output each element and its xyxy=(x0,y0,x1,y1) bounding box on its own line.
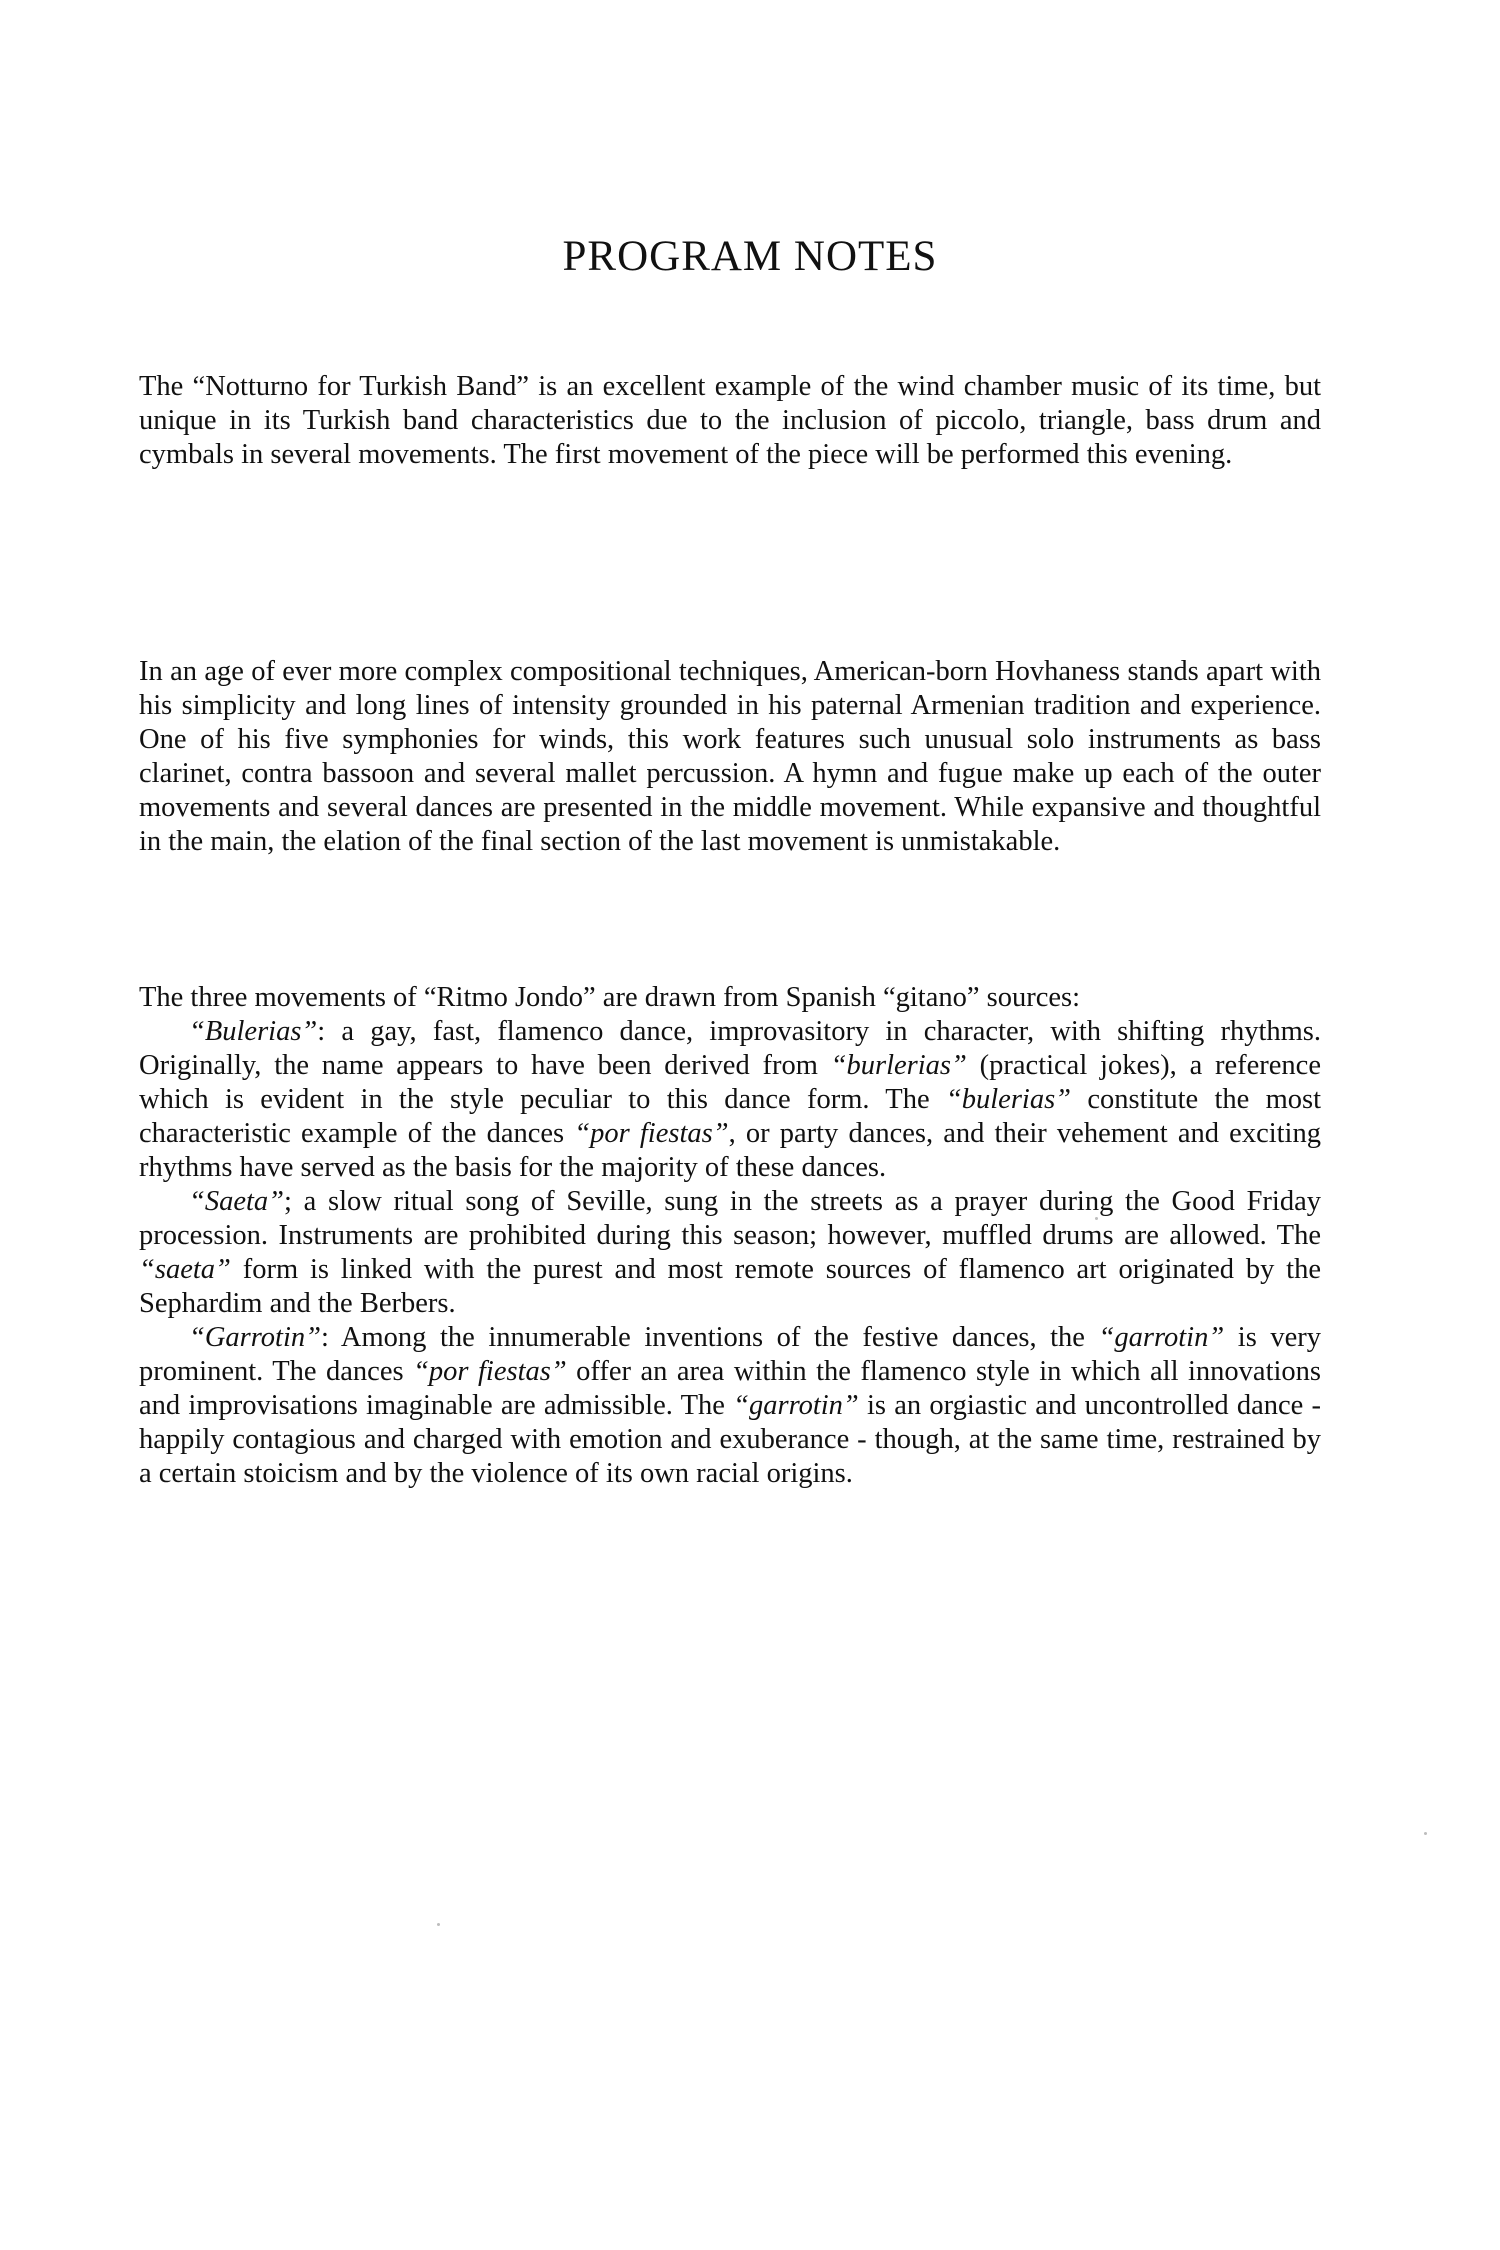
bulerias-text-3: constitute the most characteristic example of the dances xyxy=(139,1084,1322,1149)
saeta-section xyxy=(139,1185,1321,1321)
saeta-term: “Saeta” xyxy=(189,1186,285,1217)
saeta-term-2: “saeta” xyxy=(139,1254,231,1285)
saeta-text-2: form is linked with the purest and most remote sources of flamenco art originated by the Sephardim and the Berbers. xyxy=(139,1254,1321,1319)
garrotin-text-2: is very prominent. The dances xyxy=(139,1322,1321,1387)
paragraph-hovhaness: In an age of ever more complex compositional techniques, American-born Hovhaness stands apart with his simplicity and long lines of intensity grounded in his paternal Armenian tradition and experience. One of his five symphonies for winds, this work features such unusual solo instruments as bass clarinet, contra bassoon and several mallet percussion. A hymn and fugue make up each of the outer movements and several dances are presented in the middle movement. While expansive and thoughtful in the main, the elation of the final section of the last movement is unmistakable. xyxy=(139,656,1321,857)
paragraph-ritmo-jondo xyxy=(139,981,1321,1491)
garrotin-text-3: offer an area within the flamenco style in which all innovations and improvisations imaginable are admissible. The xyxy=(139,1356,1321,1421)
bulerias-text-4: , or party dances, and their vehement and exciting rhythms have served as the basis for the majority of these dances. xyxy=(139,1118,1321,1183)
paragraph-notturno: The “Notturno for Turkish Band” is an excellent example of the wind chamber music of its time, but unique in its Turkish band characteristics due to the inclusion of piccolo, triangle, bass drum and cymbals in several movements. The first movement of the piece will be performed this evening. xyxy=(139,371,1321,470)
scan-speck xyxy=(437,1923,440,1926)
bulerias-text-1: : a gay, fast, flamenco dance, improvasitory in character, with shifting rhythms. Originally, the name appears to have been derived from xyxy=(139,1016,1321,1081)
bulerias-section xyxy=(139,1015,1321,1185)
bulerias-text-2: (practical jokes), a reference which is evident in the style peculiar to this dance form. The xyxy=(139,1050,1321,1115)
garrotin-term: “Garrotin” xyxy=(189,1322,321,1353)
saeta-text-1: ; a slow ritual song of Seville, sung in the streets as a prayer during the Good Friday procession. Instruments are prohibited during this season; however, muffled drums are allowed. The xyxy=(139,1186,1321,1251)
garrotin-text-1: : Among the innumerable inventions of the festive dances, the xyxy=(321,1322,1099,1353)
garrotin-term-2: “garrotin” xyxy=(1098,1322,1225,1353)
bulerias-term-2: “bulerias” xyxy=(945,1084,1072,1115)
scan-speck xyxy=(1095,1217,1098,1220)
garrotin-text-4: is an orgiastic and uncontrolled dance - happily contagious and charged with emotion and exuberance - though, at the same time, restrained by a certain stoicism and by the violence of its own racial origins. xyxy=(139,1390,1321,1489)
por-fiestas-term: “por fiestas” xyxy=(574,1118,729,1149)
bulerias-term: “Bulerias” xyxy=(189,1016,318,1047)
ritmo-jondo-intro: The three movements of “Ritmo Jondo” are drawn from Spanish “gitano” sources: xyxy=(139,982,1081,1013)
garrotin-term-3: “garrotin” xyxy=(733,1390,859,1421)
por-fiestas-term-2: “por fiestas” xyxy=(413,1356,567,1387)
burlerias-term: “burlerias” xyxy=(830,1050,967,1081)
garrotin-section xyxy=(139,1321,1321,1491)
page-title: PROGRAM NOTES xyxy=(562,233,938,280)
scan-speck xyxy=(1424,1832,1427,1835)
